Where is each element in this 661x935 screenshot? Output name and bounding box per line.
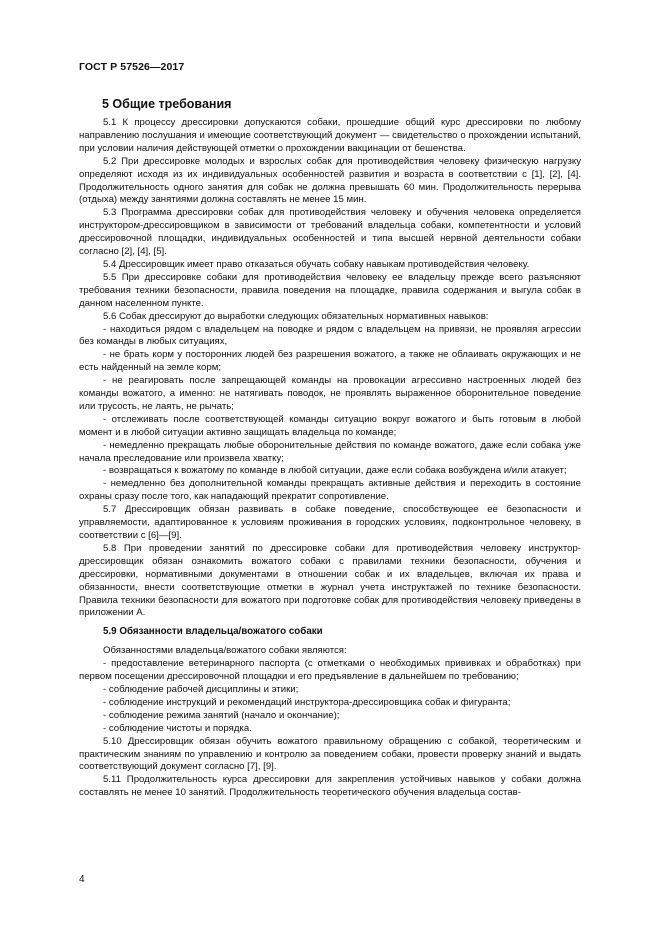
list-item: - отслеживать после соответствующей команды ситуацию вокруг вожатого и быть готовым в любой момент и в любой ситуации активно защищать владельца по команде;	[79, 413, 581, 438]
list-item: - не брать корм у посторонних людей без разрешения вожатого, а также не облаивать окружающих и не есть найденный на земле корм;	[79, 349, 581, 374]
paragraph-5-5: 5.5 При дрессировке собаки для противодействия человеку ее владельцу прежде всего разъясняют требования техники безопасности, правила поведения на площадке, правила содержания и выгула собак в данном населенном пункте.	[79, 271, 581, 309]
paragraph-5-6: 5.6 Собак дрессируют до выработки следующих обязательных нормативных навыков:	[103, 310, 489, 322]
paragraph-5-8: 5.8 При проведении занятий по дрессировке собаки для противодействия человеку инструктор-дрессировщик обязан ознакомить вожатого собаки с правилами техники безопасности, обучения и дрессировки, нормативными документами в отношении собак и их владельцев, включая их права и обязанности, внести соответствующие отметки в журнал учета инструктажей по технике безопасности. Правила техники безопасности для вожатого при подготовке собак для противодействия человеку приведены в приложении А.	[79, 542, 581, 619]
paragraph-5-3: 5.3 Программа дрессировки собак для противодействия человеку и обучения человека определяется инструктором-дрессировщиком в зависимости от требований владельца собаки, компетентности и условий дрессировочной площадки, индивидуальных особенностей и типа высшей нервной деятельности собаки согласно [2], [4], [5].	[79, 207, 581, 258]
list-item: - находиться рядом с владельцем на поводке и рядом с владельцем на привязи, не проявляя агрессии без команды в любых ситуациях,	[79, 323, 581, 348]
list-item: - предоставление ветеринарного паспорта (с отметками о необходимых прививках и обработках) при первом посещении дрессировочной площадки и его предъявление в дальнейшем по требованию;	[79, 658, 581, 683]
paragraph-5-10: 5.10 Дрессировщик обязан обучить вожатого правильному обращению с собакой, теоретическим и практическим знаниям по управлению и контролю за поведением собаки, провести проверку знаний и выдать соответствующий документ согласно [7], [9].	[79, 735, 581, 773]
paragraph-5-11: 5.11 Продолжительность курса дрессировки для закрепления устойчивых навыков у собаки должна составлять не менее 10 занятий. Продолжительность теоретического обучения владельца состав-	[79, 774, 581, 799]
paragraph-5-7: 5.7 Дрессировщик обязан развивать в собаке поведение, способствующее ее безопасности и управляемости, адаптированное к условиям проживания в городских условиях, подконтрольное человеку, в соответствии с [6]—[9].	[79, 504, 581, 541]
page-number: 4	[79, 874, 85, 885]
document-body	[79, 117, 581, 800]
subsection-title: 5.9 Обязанности владельца/вожатого собаки	[103, 626, 323, 638]
list-item: - немедленно прекращать любые оборонительные действия по команде вожатого, даже если собака уже начала преследование или произвела хватку;	[79, 439, 581, 464]
list-item: - соблюдение рабочей дисциплины и этики;	[103, 683, 299, 695]
list-item: - не реагировать после запрещающей команды на провокации агрессивно настроенных людей без команды вожатого, а именно: не натягивать поводок, не проявлять выраженное оборонительное поведение или трусость, не лаять, не рычать;	[79, 375, 581, 412]
list-item: - соблюдение инструкций и рекомендаций инструктора-дрессировщика собак и фигуранта;	[103, 696, 511, 708]
list-item: - немедленно без дополнительной команды прекращать активные действия и переходить в состояние охраны сразу после того, как нападающий прекратит сопротивление.	[79, 478, 581, 503]
standard-header: ГОСТ Р 57526—2017	[79, 61, 185, 73]
list-item: - соблюдение чистоты и порядка.	[103, 722, 252, 734]
section-title: 5 Общие требования	[102, 97, 232, 111]
paragraph-5-1: 5.1 К процессу дрессировки допускаются собаки, прошедшие общий курс дрессировки по любому направлению послушания и имеющие соответствующий документ — свидетельство о прохождении испытаний, при условии наличия действующей отметки о прохождении вакцинации от бешенства.	[79, 117, 581, 154]
list-item: - возвращаться к вожатому по команде в любой ситуации, даже если собака возбуждена и/или атакует;	[103, 465, 567, 477]
paragraph-5-4: 5.4 Дрессировщик имеет право отказаться обучать собаку навыкам противодействия человеку.	[103, 258, 530, 270]
paragraph-5-2: 5.2 При дрессировке молодых и взрослых собак для противодействия человеку физическую нагрузку определяют исходя из их индивидуальных особенностей развития и возраста в соответствии с [1], [2], [4]. Продолжительность одного занятия для собак не должна превышать 60 мин. Продолжительность перерыва (отдыха) между занятиями должна составлять не менее 15 мин.	[79, 155, 581, 206]
duties-intro: Обязанностями владельца/вожатого собаки являются:	[103, 645, 347, 657]
list-item: - соблюдение режима занятий (начало и окончание);	[103, 709, 340, 721]
